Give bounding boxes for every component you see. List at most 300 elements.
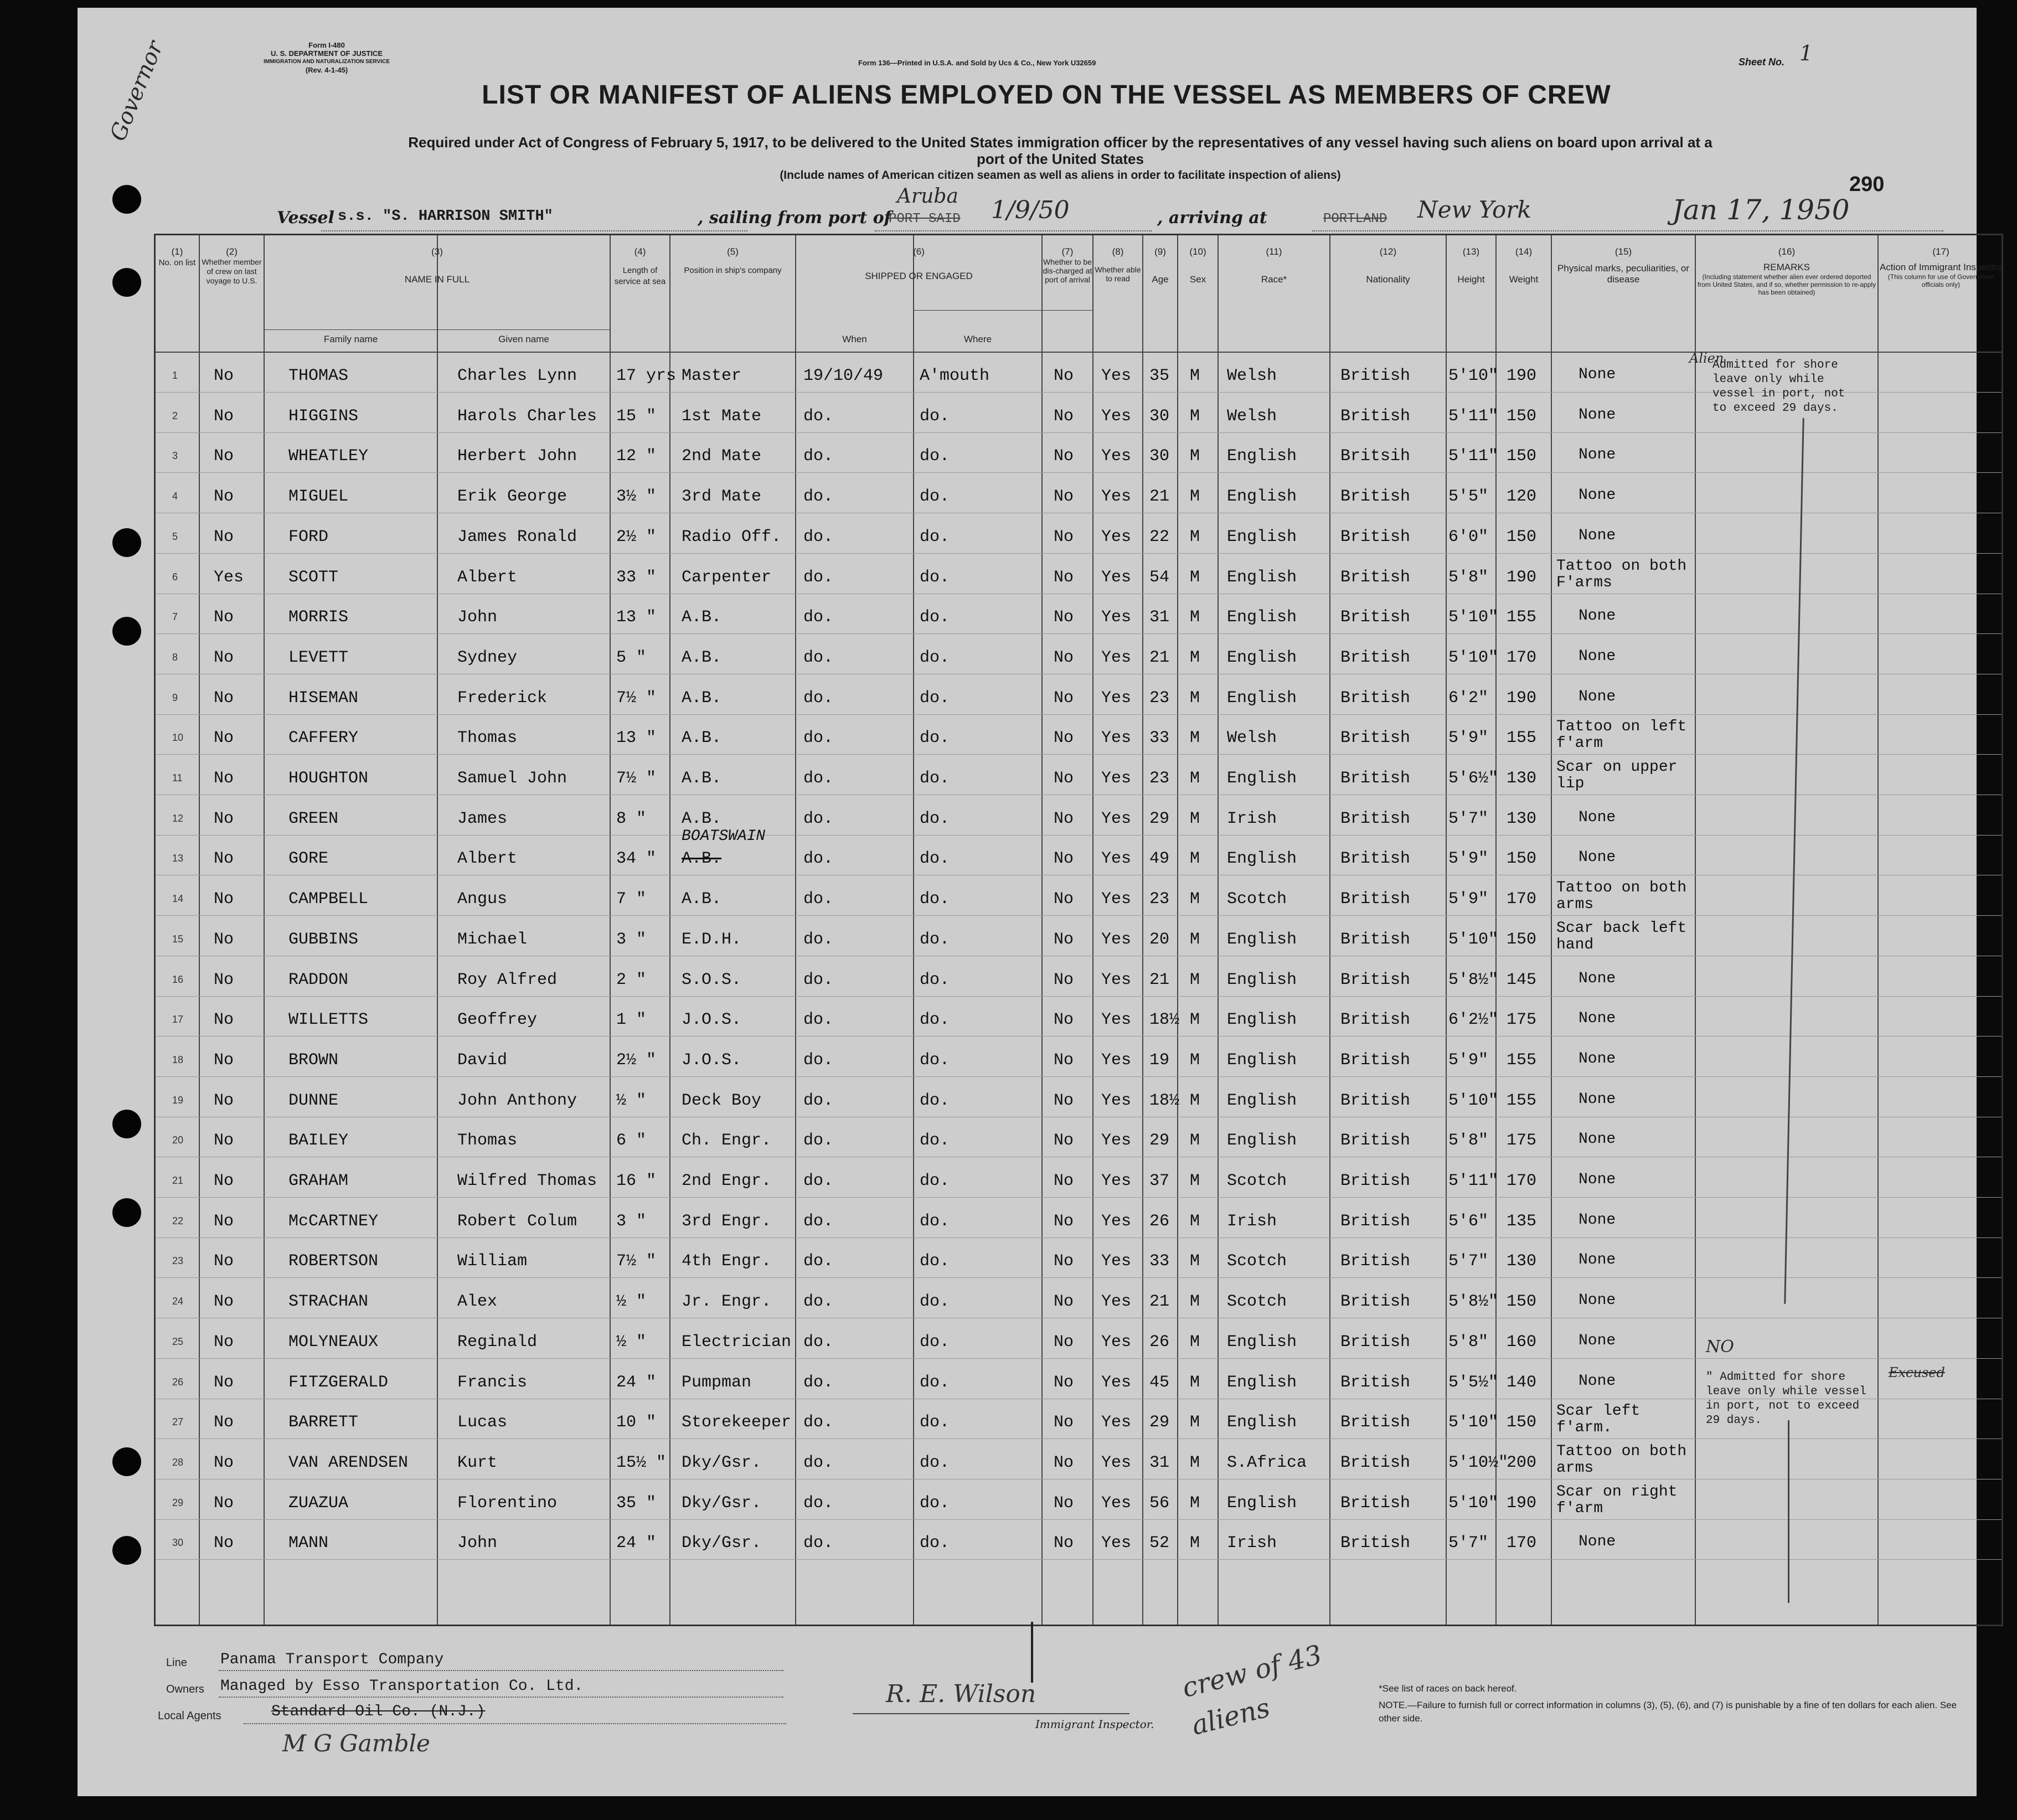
- cell-age: 52: [1149, 1534, 1170, 1553]
- cell-age: 21: [1149, 1292, 1170, 1312]
- cell-race: Welsh: [1227, 729, 1277, 748]
- row-rule: [156, 835, 2001, 836]
- cell-weight: 120: [1507, 487, 1537, 507]
- table-row: [156, 1280, 2001, 1321]
- sailing-date: 1/9/50: [991, 196, 1070, 224]
- cell-marks: Scar back left hand: [1556, 919, 1687, 953]
- cell-family: LEVETT: [288, 648, 349, 667]
- cell-position: J.O.S.: [682, 1010, 742, 1030]
- cell-sex: M: [1190, 688, 1200, 708]
- cell-read: Yes: [1101, 367, 1132, 385]
- cell-service: 2½ ": [616, 527, 657, 546]
- cell-family: GORE: [288, 849, 329, 869]
- cell-age: 23: [1149, 890, 1170, 909]
- cell-race: English: [1227, 608, 1297, 627]
- cell-marks: None: [1578, 607, 1616, 625]
- cell-disch: No: [1054, 1292, 1074, 1312]
- table-row: [156, 1079, 2001, 1120]
- punch-hole: [112, 1536, 141, 1565]
- table-row: [156, 918, 2001, 958]
- cell-race: English: [1227, 688, 1297, 708]
- when-header: When: [842, 334, 867, 344]
- cell-sex: M: [1190, 809, 1200, 828]
- cell-disch: No: [1054, 1534, 1074, 1553]
- cell-given: Lucas: [457, 1413, 508, 1432]
- col-15-header: (15) Physical marks, peculiarities, or disease: [1557, 246, 1690, 285]
- cell-prev: No: [214, 970, 234, 989]
- table-row: [156, 1119, 2001, 1159]
- cell-sex: M: [1190, 648, 1200, 667]
- cell-race: English: [1227, 1493, 1297, 1513]
- col-8-header: (8) Whether able to read: [1095, 246, 1141, 283]
- cell-prev: No: [214, 527, 234, 546]
- cell-disch: No: [1054, 729, 1074, 748]
- cell-where: do.: [920, 447, 950, 466]
- sheet-number: 1: [1799, 41, 1813, 65]
- races-note: *See list of races on back hereof.: [1379, 1683, 1517, 1694]
- cell-prev: No: [214, 367, 234, 385]
- cell-disch: No: [1054, 1131, 1074, 1151]
- cell-when: do.: [803, 1131, 834, 1151]
- cell-position: A.B.: [682, 809, 722, 828]
- cell-position: Dky/Gsr.: [682, 1493, 762, 1513]
- cell-given: Frederick: [457, 688, 548, 708]
- cell-position: A.B.: [682, 849, 722, 869]
- cell-given: Geoffrey: [457, 1010, 538, 1030]
- cell-service: 15½ ": [616, 1453, 667, 1472]
- cell-read: Yes: [1101, 568, 1132, 587]
- cell-nat: British: [1340, 367, 1411, 385]
- row-rule: [156, 1036, 2001, 1037]
- cell-position: Carpenter: [682, 568, 772, 587]
- cell-nat: British: [1340, 809, 1411, 828]
- cell-service: 6 ": [616, 1131, 647, 1151]
- sailing-label: , sailing from port of: [698, 208, 891, 228]
- cell-weight: 150: [1507, 1292, 1537, 1312]
- cell-service: 3½ ": [616, 487, 657, 507]
- cell-family: MIGUEL: [288, 487, 349, 507]
- cell-height: 6'0": [1448, 527, 1489, 546]
- cell-prev: No: [214, 890, 234, 909]
- cell-marks: Tattoo on both arms: [1556, 879, 1687, 914]
- cell-nat: British: [1340, 688, 1411, 708]
- cell-nat: British: [1340, 1413, 1411, 1432]
- cell-height: 5'8½": [1448, 1292, 1499, 1312]
- cell-weight: 135: [1507, 1211, 1537, 1231]
- cell-nat: British: [1340, 1534, 1411, 1553]
- cell-when: do.: [803, 487, 834, 507]
- cell-when: do.: [803, 568, 834, 587]
- cell-read: Yes: [1101, 1252, 1132, 1271]
- owners-value: Managed by Esso Transportation Co. Ltd.: [220, 1678, 584, 1695]
- cell-where: A'mouth: [920, 367, 990, 385]
- cell-height: 5'6½": [1448, 769, 1499, 788]
- row-number: 4: [172, 491, 178, 502]
- cell-when: do.: [803, 769, 834, 788]
- sheet-label: Sheet No.: [1739, 56, 1785, 68]
- cell-sex: M: [1190, 406, 1200, 426]
- cell-prev: No: [214, 1453, 234, 1472]
- cell-given: Thomas: [457, 729, 518, 748]
- cell-disch: No: [1054, 1050, 1074, 1070]
- row-number: 3: [172, 450, 178, 462]
- cell-height: 5'5": [1448, 487, 1489, 507]
- cell-family: FITZGERALD: [288, 1373, 389, 1392]
- col-16-header: (16) REMARKS (Including statement whether alien ever ordered deported from United States, and if so, whether permission to re-apply has been obtained): [1697, 246, 1876, 296]
- cell-when: do.: [803, 930, 834, 949]
- cell-when: do.: [803, 1211, 834, 1231]
- cell-height: 5'9": [1448, 890, 1489, 909]
- cell-family: VAN ARENDSEN: [288, 1453, 409, 1472]
- cell-service: 7½ ": [616, 688, 657, 708]
- cell-prev: No: [214, 769, 234, 788]
- cell-family: McCARTNEY: [288, 1211, 379, 1231]
- crew-table: [154, 234, 2003, 1626]
- cell-position: A.B.: [682, 648, 722, 667]
- position-correction: BOATSWAIN: [682, 828, 766, 845]
- table-row: [156, 1482, 2001, 1522]
- cell-sex: M: [1190, 1373, 1200, 1392]
- cell-given: William: [457, 1252, 528, 1271]
- cell-where: do.: [920, 729, 950, 748]
- cell-read: Yes: [1101, 487, 1132, 507]
- cell-sex: M: [1190, 769, 1200, 788]
- cell-where: do.: [920, 1292, 950, 1312]
- cell-read: Yes: [1101, 769, 1132, 788]
- cell-prev: No: [214, 849, 234, 869]
- cell-age: 21: [1149, 487, 1170, 507]
- cell-nat: British: [1340, 970, 1411, 989]
- cell-height: 5'10": [1448, 1091, 1499, 1110]
- cell-marks: None: [1578, 1010, 1616, 1028]
- cell-sex: M: [1190, 527, 1200, 546]
- table-row: [156, 677, 2001, 717]
- cell-family: GRAHAM: [288, 1172, 349, 1190]
- cell-sex: M: [1190, 447, 1200, 466]
- cell-marks: None: [1578, 1050, 1616, 1068]
- cell-position: Storekeeper: [682, 1413, 792, 1432]
- cell-given: Roy Alfred: [457, 970, 558, 989]
- cell-position: A.B.: [682, 890, 722, 909]
- cell-position: Jr. Engr.: [682, 1292, 772, 1312]
- cell-service: 34 ": [616, 849, 657, 869]
- margin-note: Governor: [105, 37, 168, 145]
- cell-disch: No: [1054, 849, 1074, 869]
- given-name-header: Given name: [498, 334, 549, 344]
- cell-sex: M: [1190, 1050, 1200, 1070]
- cell-when: do.: [803, 809, 834, 828]
- cell-height: 5'7": [1448, 1534, 1489, 1553]
- cell-position: Dky/Gsr.: [682, 1453, 762, 1472]
- cell-disch: No: [1054, 1252, 1074, 1271]
- cell-race: English: [1227, 648, 1297, 667]
- cell-height: 5'11": [1448, 406, 1499, 426]
- cell-where: do.: [920, 648, 950, 667]
- cell-weight: 155: [1507, 729, 1537, 748]
- cell-race: English: [1227, 970, 1297, 989]
- cell-nat: British: [1340, 1010, 1411, 1030]
- cell-prev: No: [214, 1211, 234, 1231]
- cell-service: 7½ ": [616, 1252, 657, 1271]
- col-1-header: (1) No. on list: [158, 246, 196, 267]
- cell-height: 5'10": [1448, 1413, 1499, 1432]
- cell-race: English: [1227, 1091, 1297, 1110]
- cell-service: 10 ": [616, 1413, 657, 1432]
- cell-race: Irish: [1227, 809, 1277, 828]
- cell-age: 30: [1149, 447, 1170, 466]
- col-11-header: (11) Race*: [1261, 246, 1287, 285]
- agents-signature: M G Gamble: [282, 1730, 430, 1757]
- cell-age: 56: [1149, 1493, 1170, 1513]
- cell-weight: 150: [1507, 930, 1537, 949]
- cell-age: 45: [1149, 1373, 1170, 1392]
- cell-service: 2½ ": [616, 1050, 657, 1070]
- cell-race: English: [1227, 1373, 1297, 1392]
- cell-height: 5'10": [1448, 930, 1499, 949]
- cell-service: 5 ": [616, 648, 647, 667]
- cell-given: John: [457, 608, 498, 627]
- cell-weight: 130: [1507, 1252, 1537, 1271]
- cell-weight: 170: [1507, 648, 1537, 667]
- cell-read: Yes: [1101, 1172, 1132, 1190]
- arriving-struck: PORTLAND: [1323, 212, 1387, 226]
- cell-position: A.B.: [682, 608, 722, 627]
- cell-race: English: [1227, 447, 1297, 466]
- sailing-port-struck: PORT SAID: [889, 212, 961, 226]
- row-number: 27: [172, 1416, 184, 1428]
- cell-family: ZUAZUA: [288, 1493, 349, 1513]
- cell-read: Yes: [1101, 970, 1132, 989]
- cell-weight: 175: [1507, 1010, 1537, 1030]
- cell-age: 35: [1149, 367, 1170, 385]
- cell-nat: British: [1340, 608, 1411, 627]
- cell-where: do.: [920, 1373, 950, 1392]
- remark-1-text: Admitted for shore leave only while vessel in port, not to exceed 29 days.: [1712, 359, 1845, 415]
- crew-note: crew of 43 aliens: [1179, 1639, 1325, 1742]
- remark-25-hand: NO: [1706, 1337, 1734, 1357]
- cell-family: BROWN: [288, 1050, 339, 1070]
- cell-sex: M: [1190, 608, 1200, 627]
- cell-marks: None: [1578, 1090, 1616, 1108]
- cell-height: 5'9": [1448, 729, 1489, 748]
- cell-weight: 155: [1507, 1050, 1537, 1070]
- where-header: Where: [963, 334, 992, 344]
- line-value: Panama Transport Company: [220, 1651, 444, 1668]
- row-rule: [156, 1358, 2001, 1359]
- cell-weight: 190: [1507, 568, 1537, 587]
- cell-service: 12 ": [616, 447, 657, 466]
- cell-sex: M: [1190, 1292, 1200, 1312]
- table-row: [156, 878, 2001, 918]
- row-rule: [156, 714, 2001, 715]
- cell-height: 5'10": [1448, 608, 1499, 627]
- col-9-header: (9) Age: [1152, 246, 1169, 285]
- punch-hole: [112, 1110, 141, 1138]
- cell-weight: 160: [1507, 1332, 1537, 1352]
- cell-age: 22: [1149, 527, 1170, 546]
- cell-disch: No: [1054, 769, 1074, 788]
- cell-disch: No: [1054, 1172, 1074, 1190]
- cell-marks: None: [1578, 1131, 1616, 1148]
- cell-marks: None: [1578, 1211, 1616, 1229]
- cell-height: 5'8": [1448, 1332, 1489, 1352]
- cell-service: 15 ": [616, 406, 657, 426]
- row-number: 29: [172, 1497, 184, 1508]
- table-row: [156, 958, 2001, 999]
- cell-when: do.: [803, 890, 834, 909]
- cell-marks: None: [1578, 970, 1616, 987]
- cell-marks: None: [1578, 446, 1616, 464]
- cell-given: Charles Lynn: [457, 367, 577, 385]
- cell-when: 19/10/49: [803, 367, 884, 385]
- cell-weight: 150: [1507, 527, 1537, 546]
- cell-where: do.: [920, 1050, 950, 1070]
- cell-sex: M: [1190, 1493, 1200, 1513]
- cell-service: 13 ": [616, 729, 657, 748]
- cell-race: English: [1227, 487, 1297, 507]
- table-row: [156, 1200, 2001, 1240]
- cell-age: 33: [1149, 729, 1170, 748]
- cell-race: Scotch: [1227, 1172, 1287, 1190]
- col-5-header: (5) Position in ship's company: [684, 246, 782, 275]
- cell-read: Yes: [1101, 1534, 1132, 1553]
- cell-height: 5'10": [1448, 648, 1499, 667]
- row-number: 19: [172, 1094, 184, 1106]
- cell-when: do.: [803, 1172, 834, 1190]
- cell-position: 3rd Engr.: [682, 1211, 772, 1231]
- agents-value: Standard Oil Co. (N.J.): [271, 1703, 486, 1720]
- cell-family: HIGGINS: [288, 406, 359, 426]
- cell-position: 4th Engr.: [682, 1252, 772, 1271]
- remark-25-text: " Admitted for shore leave only while vessel in port, not to exceed 29 days.: [1706, 1371, 1866, 1427]
- cell-sex: M: [1190, 890, 1200, 909]
- table-row: [156, 1240, 2001, 1280]
- cell-family: RADDON: [288, 970, 349, 989]
- cell-height: 6'2": [1448, 688, 1489, 708]
- cell-prev: No: [214, 729, 234, 748]
- cell-position: S.O.S.: [682, 970, 742, 989]
- cell-height: 5'7": [1448, 1252, 1489, 1271]
- cell-height: 5'10": [1448, 1493, 1499, 1513]
- cell-read: Yes: [1101, 1211, 1132, 1231]
- cell-given: Robert Colum: [457, 1211, 577, 1231]
- cell-height: 5'8": [1448, 1131, 1489, 1151]
- cell-position: A.B.: [682, 688, 722, 708]
- cell-race: English: [1227, 1010, 1297, 1030]
- sailing-rule: [875, 230, 1152, 231]
- cell-given: Angus: [457, 890, 508, 909]
- table-row: [156, 636, 2001, 677]
- cell-where: do.: [920, 1010, 950, 1030]
- cell-sex: M: [1190, 1172, 1200, 1190]
- row-number: 20: [172, 1135, 184, 1146]
- cell-given: David: [457, 1050, 508, 1070]
- cell-position: 3rd Mate: [682, 487, 762, 507]
- col-14-header: (14) Weight: [1509, 246, 1539, 285]
- cell-given: Florentino: [457, 1493, 558, 1513]
- cell-where: do.: [920, 487, 950, 507]
- cell-where: do.: [920, 1211, 950, 1231]
- cell-race: S.Africa: [1227, 1453, 1307, 1472]
- cell-when: do.: [803, 729, 834, 748]
- cell-sex: M: [1190, 849, 1200, 869]
- row-number: 16: [172, 973, 184, 985]
- table-row: [156, 435, 2001, 475]
- cell-sex: M: [1190, 729, 1200, 748]
- cell-race: English: [1227, 930, 1297, 949]
- cell-race: English: [1227, 1332, 1297, 1352]
- row-number: 1: [172, 370, 178, 381]
- cell-height: 5'6": [1448, 1211, 1489, 1231]
- row-number: 30: [172, 1537, 184, 1549]
- subtitle: Required under Act of Congress of February 5, 1917, to be delivered to the United States immigration officer by the representatives of any vessel having such aliens on board upon arrival at a port of the United States (Include names of American citizen seamen as well as aliens in order to facilitate inspection of aliens): [408, 134, 1712, 182]
- cell-nat: British: [1340, 406, 1411, 426]
- cell-read: Yes: [1101, 1413, 1132, 1432]
- cell-where: do.: [920, 809, 950, 828]
- cell-sex: M: [1190, 1010, 1200, 1030]
- cell-family: DUNNE: [288, 1091, 339, 1110]
- cell-family: CAFFERY: [288, 729, 359, 748]
- cell-age: 30: [1149, 406, 1170, 426]
- cell-race: Welsh: [1227, 367, 1277, 385]
- owners-rule: [219, 1697, 783, 1698]
- cell-sex: M: [1190, 367, 1200, 385]
- cell-marks: None: [1578, 1251, 1616, 1269]
- row-number: 18: [172, 1054, 184, 1065]
- col-7-header: (7) Whether to be dis-charged at port of arrival: [1043, 246, 1092, 284]
- punch-hole: [112, 528, 141, 557]
- cell-nat: British: [1340, 1211, 1411, 1231]
- cell-weight: 190: [1507, 688, 1537, 708]
- col-6-header: (6) SHIPPED OR ENGAGED: [865, 246, 973, 281]
- cell-age: 19: [1149, 1050, 1170, 1070]
- cell-weight: 130: [1507, 769, 1537, 788]
- vessel-rule: [321, 230, 747, 231]
- cell-given: James: [457, 809, 508, 828]
- cell-nat: British: [1340, 1493, 1411, 1513]
- cell-disch: No: [1054, 527, 1074, 546]
- cell-where: do.: [920, 1091, 950, 1110]
- cell-given: Kurt: [457, 1453, 498, 1472]
- cell-when: do.: [803, 608, 834, 627]
- cell-where: do.: [920, 406, 950, 426]
- cell-position: Ch. Engr.: [682, 1131, 772, 1151]
- cell-when: do.: [803, 1252, 834, 1271]
- cell-position: E.D.H.: [682, 930, 742, 949]
- cell-height: 5'9": [1448, 1050, 1489, 1070]
- cell-marks: None: [1578, 1171, 1616, 1188]
- cell-read: Yes: [1101, 1373, 1132, 1392]
- cell-race: Welsh: [1227, 406, 1277, 426]
- cell-when: do.: [803, 648, 834, 667]
- cell-family: WILLETTS: [288, 1010, 369, 1030]
- table-row: [156, 828, 2001, 878]
- cell-marks: None: [1578, 808, 1616, 826]
- cell-read: Yes: [1101, 849, 1132, 869]
- cell-marks: None: [1578, 1533, 1616, 1551]
- form-id: Form I-480 U. S. DEPARTMENT OF JUSTICE IMMIGRATION AND NATURALIZATION SERVICE (Rev. 4-1-45): [264, 41, 390, 74]
- row-rule: [156, 754, 2001, 755]
- cell-given: Samuel John: [457, 769, 568, 788]
- family-name-header: Family name: [323, 334, 378, 344]
- ditto-line: [1788, 1420, 1789, 1603]
- cell-race: English: [1227, 1413, 1297, 1432]
- cell-prev: No: [214, 447, 234, 466]
- col-4-header: (4) Length of service at sea: [614, 246, 666, 286]
- cell-when: do.: [803, 970, 834, 989]
- cell-weight: 170: [1507, 1172, 1537, 1190]
- stamp-number: 290: [1849, 173, 1885, 196]
